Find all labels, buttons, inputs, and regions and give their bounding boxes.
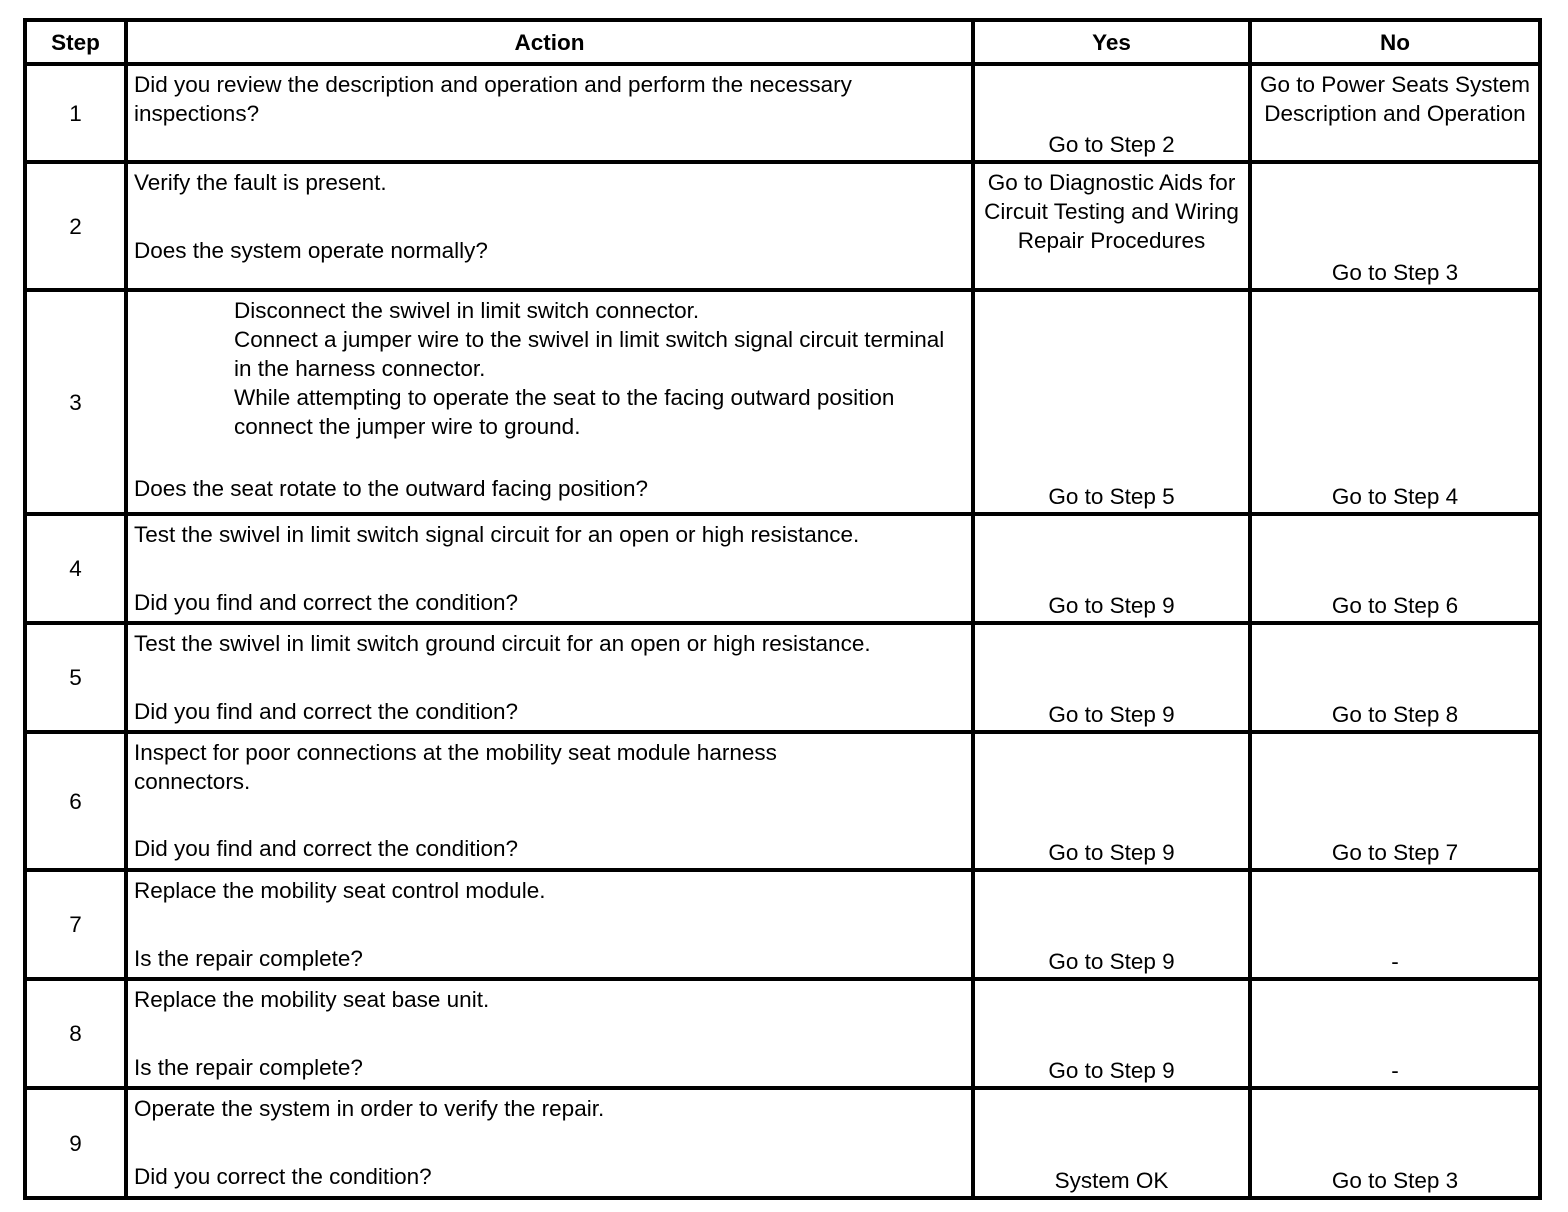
no-cell: Go to Step 3 xyxy=(1250,1088,1540,1198)
diagnostic-table xyxy=(23,18,1542,1200)
table-row xyxy=(25,514,1540,623)
step-number: 5 xyxy=(25,623,126,732)
action-step-item: While attempting to operate the seat to the facing outward position connect the jumper wire to ground. xyxy=(234,385,895,439)
step-number: 9 xyxy=(25,1088,126,1198)
table-row xyxy=(25,623,1540,732)
yes-cell: Go to Step 9 xyxy=(973,732,1250,870)
no-cell: - xyxy=(1250,870,1540,979)
header-no: No xyxy=(1250,20,1540,64)
action-text: Did you review the description and operation and perform the necessary inspections? xyxy=(134,72,852,126)
header-yes: Yes xyxy=(973,20,1250,64)
action-cell xyxy=(126,1088,973,1198)
no-cell: - xyxy=(1250,979,1540,1088)
action-text: Operate the system in order to verify the repair. xyxy=(134,1096,605,1121)
action-cell xyxy=(126,870,973,979)
action-text: Verify the fault is present. xyxy=(134,170,387,195)
step-number: 1 xyxy=(25,64,126,162)
header-action: Action xyxy=(126,20,973,64)
step-number: 4 xyxy=(25,514,126,623)
action-cell xyxy=(126,514,973,623)
no-cell: Go to Step 6 xyxy=(1250,514,1540,623)
yes-cell: Go to Step 9 xyxy=(973,870,1250,979)
action-cell xyxy=(126,979,973,1088)
table-header-row xyxy=(25,20,1540,64)
table-row xyxy=(25,870,1540,979)
action-cell xyxy=(126,290,973,514)
step-number: 7 xyxy=(25,870,126,979)
action-text: Test the swivel in limit switch signal circuit for an open or high resistance. xyxy=(134,522,860,547)
yes-cell: Go to Diagnostic Aids for Circuit Testing and Wiring Repair Procedures xyxy=(973,162,1250,290)
action-question: Did you find and correct the condition? xyxy=(134,699,518,724)
action-text: Test the swivel in limit switch ground circuit for an open or high resistance. xyxy=(134,631,871,656)
table-row xyxy=(25,64,1540,162)
table-row xyxy=(25,290,1540,514)
table-row xyxy=(25,162,1540,290)
action-question: Is the repair complete? xyxy=(134,1055,363,1080)
action-cell xyxy=(126,162,973,290)
table-row xyxy=(25,979,1540,1088)
step-number: 2 xyxy=(25,162,126,290)
action-steps-list xyxy=(134,296,965,474)
action-text: Inspect for poor connections at the mobility seat module harness connectors. xyxy=(134,740,777,794)
action-text: Replace the mobility seat base unit. xyxy=(134,987,490,1012)
yes-cell: Go to Step 9 xyxy=(973,979,1250,1088)
yes-cell: Go to Step 5 xyxy=(973,290,1250,514)
yes-cell: Go to Step 2 xyxy=(973,64,1250,162)
action-question: Does the seat rotate to the outward facing position? xyxy=(134,476,649,501)
action-question: Does the system operate normally? xyxy=(134,238,488,263)
yes-cell: System OK xyxy=(973,1088,1250,1198)
action-step-item: Connect a jumper wire to the swivel in limit switch signal circuit terminal in the harness connector. xyxy=(234,327,945,381)
no-cell: Go to Step 3 xyxy=(1250,162,1540,290)
action-question: Did you find and correct the condition? xyxy=(134,836,518,861)
yes-cell: Go to Step 9 xyxy=(973,623,1250,732)
yes-cell: Go to Step 9 xyxy=(973,514,1250,623)
table-row xyxy=(25,732,1540,870)
action-cell xyxy=(126,732,973,870)
action-text: Replace the mobility seat control module. xyxy=(134,878,546,903)
no-cell: Go to Step 4 xyxy=(1250,290,1540,514)
action-question: Did you correct the condition? xyxy=(134,1164,432,1189)
table-row xyxy=(25,1088,1540,1198)
header-step: Step xyxy=(25,20,126,64)
step-number: 3 xyxy=(25,290,126,514)
action-question: Is the repair complete? xyxy=(134,946,363,971)
action-question: Did you find and correct the condition? xyxy=(134,590,518,615)
no-cell: Go to Power Seats System Description and Operation xyxy=(1250,64,1540,162)
action-cell xyxy=(126,623,973,732)
step-number: 6 xyxy=(25,732,126,870)
no-cell: Go to Step 8 xyxy=(1250,623,1540,732)
action-step-item: Disconnect the swivel in limit switch connector. xyxy=(234,298,700,323)
no-cell: Go to Step 7 xyxy=(1250,732,1540,870)
step-number: 8 xyxy=(25,979,126,1088)
action-cell xyxy=(126,64,973,162)
